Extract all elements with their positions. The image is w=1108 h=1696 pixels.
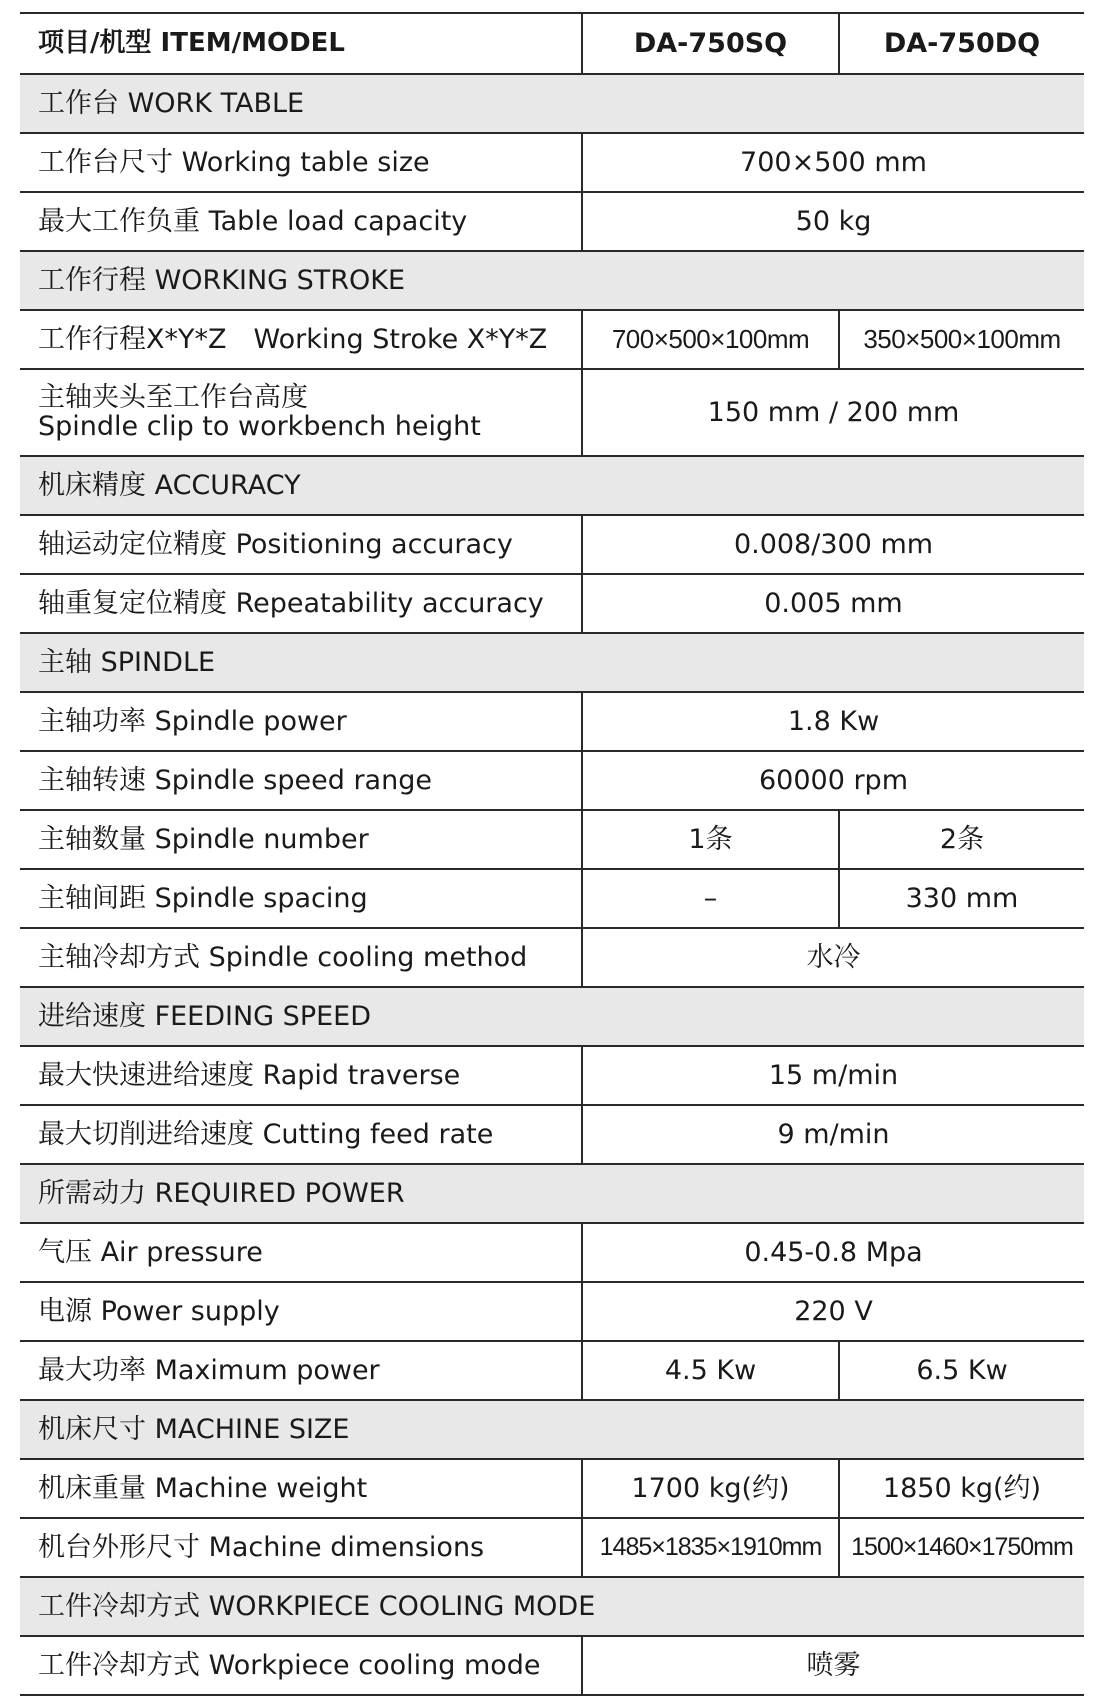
section-title: 进给速度 FEEDING SPEED: [38, 1000, 372, 1032]
section-title: 工作行程 WORKING STROKE: [38, 264, 406, 296]
row-value: 700×500 mm: [740, 146, 927, 178]
row-label: 最大工作负重 Table load capacity: [20, 193, 583, 250]
table-row: [20, 1047, 1084, 1106]
row-label: 轴运动定位精度 Positioning accuracy: [20, 516, 583, 573]
row-value: 15 m/min: [768, 1059, 899, 1091]
row-label: 电源 Power supply: [20, 1283, 583, 1340]
row-label: 主轴间距 Spindle spacing: [20, 870, 583, 927]
table-row: [20, 1342, 1084, 1401]
table-row: [20, 811, 1084, 870]
table-row: [20, 870, 1084, 929]
table-row: [20, 929, 1084, 988]
row-label: 轴重复定位精度 Repeatability accuracy: [20, 575, 583, 632]
section-title: 主轴 SPINDLE: [38, 646, 216, 678]
row-value-b: 350×500×100mm: [863, 324, 1061, 355]
section-title: 机床尺寸 MACHINE SIZE: [38, 1413, 350, 1445]
row-label: 主轴转速 Spindle speed range: [20, 752, 583, 809]
section-feeding-speed: [20, 988, 1084, 1047]
section-accuracy: [20, 457, 1084, 516]
row-label-en: Spindle clip to workbench height: [38, 410, 481, 442]
section-title: 工作台 WORK TABLE: [38, 87, 305, 119]
row-value: 9 m/min: [777, 1118, 890, 1150]
row-label: 机台外形尺寸 Machine dimensions: [20, 1519, 583, 1576]
row-label: 最大功率 Maximum power: [20, 1342, 583, 1399]
table-row: [20, 1106, 1084, 1165]
row-label-cn: 主轴夹头至工作台高度: [38, 382, 308, 414]
table-row: [20, 1460, 1084, 1519]
row-value-a: 1485×1835×1910mm: [583, 1519, 840, 1576]
section-spindle: [20, 634, 1084, 693]
row-label: 气压 Air pressure: [20, 1224, 583, 1281]
row-value-b: 1850 kg(约): [882, 1472, 1042, 1504]
row-label: 最大快速进给速度 Rapid traverse: [20, 1047, 583, 1104]
table-row: [20, 134, 1084, 193]
row-value-a: 700×500×100mm: [583, 311, 840, 368]
table-row: [20, 1519, 1084, 1578]
row-value-a: –: [583, 870, 840, 927]
model-b-header: DA-750DQ: [883, 27, 1041, 59]
table-row: [20, 693, 1084, 752]
table-row: [20, 311, 1084, 370]
table-row: [20, 1224, 1084, 1283]
row-value: 220 V: [794, 1295, 873, 1327]
section-work-table: [20, 75, 1084, 134]
row-value: 0.005 mm: [764, 587, 903, 619]
row-label: [20, 370, 583, 455]
row-label: 工作台尺寸 Working table size: [20, 134, 583, 191]
row-value-b: 1500×1460×1750mm: [851, 1532, 1073, 1561]
row-value: 1.8 Kw: [787, 705, 880, 737]
row-label: 工作行程X*Y*Z Working Stroke X*Y*Z: [20, 311, 583, 368]
row-value-b: 6.5 Kw: [916, 1354, 1008, 1386]
table-row: [20, 370, 1084, 457]
row-value: 150 mm / 200 mm: [707, 396, 960, 428]
row-value: 0.45-0.8 Mpa: [744, 1236, 923, 1268]
spec-table: [20, 12, 1084, 1696]
row-value: 50 kg: [795, 205, 872, 237]
section-required-power: [20, 1165, 1084, 1224]
section-title: 所需动力 REQUIRED POWER: [38, 1177, 405, 1209]
row-value-b: 2条: [939, 823, 985, 855]
row-value-a: 1700 kg(约): [583, 1460, 840, 1517]
row-label: 主轴功率 Spindle power: [20, 693, 583, 750]
section-title: 工件冷却方式 WORKPIECE COOLING MODE: [38, 1590, 596, 1622]
table-row: [20, 516, 1084, 575]
row-label: 工件冷却方式 Workpiece cooling mode: [20, 1637, 583, 1694]
section-workpiece-cooling: [20, 1578, 1084, 1637]
row-label: 机床重量 Machine weight: [20, 1460, 583, 1517]
table-row: [20, 752, 1084, 811]
row-value: 60000 rpm: [758, 764, 908, 796]
row-label: 最大切削进给速度 Cutting feed rate: [20, 1106, 583, 1163]
table-row: [20, 575, 1084, 634]
row-label: 主轴冷却方式 Spindle cooling method: [20, 929, 583, 986]
row-value-a: 4.5 Kw: [583, 1342, 840, 1399]
row-value: 水冷: [806, 941, 861, 973]
table-row: [20, 1637, 1084, 1696]
section-machine-size: [20, 1401, 1084, 1460]
table-header-row: [20, 14, 1084, 75]
section-title: 机床精度 ACCURACY: [38, 469, 301, 501]
table-row: [20, 193, 1084, 252]
table-row: [20, 1283, 1084, 1342]
row-label: 主轴数量 Spindle number: [20, 811, 583, 868]
row-value: 喷雾: [806, 1649, 861, 1681]
row-value: 0.008/300 mm: [733, 528, 934, 560]
row-value-b: 330 mm: [905, 882, 1019, 914]
model-a-header: DA-750SQ: [583, 14, 840, 73]
item-model-header: 项目/机型 ITEM/MODEL: [20, 14, 583, 73]
row-value-a: 1条: [583, 811, 840, 868]
section-working-stroke: [20, 252, 1084, 311]
